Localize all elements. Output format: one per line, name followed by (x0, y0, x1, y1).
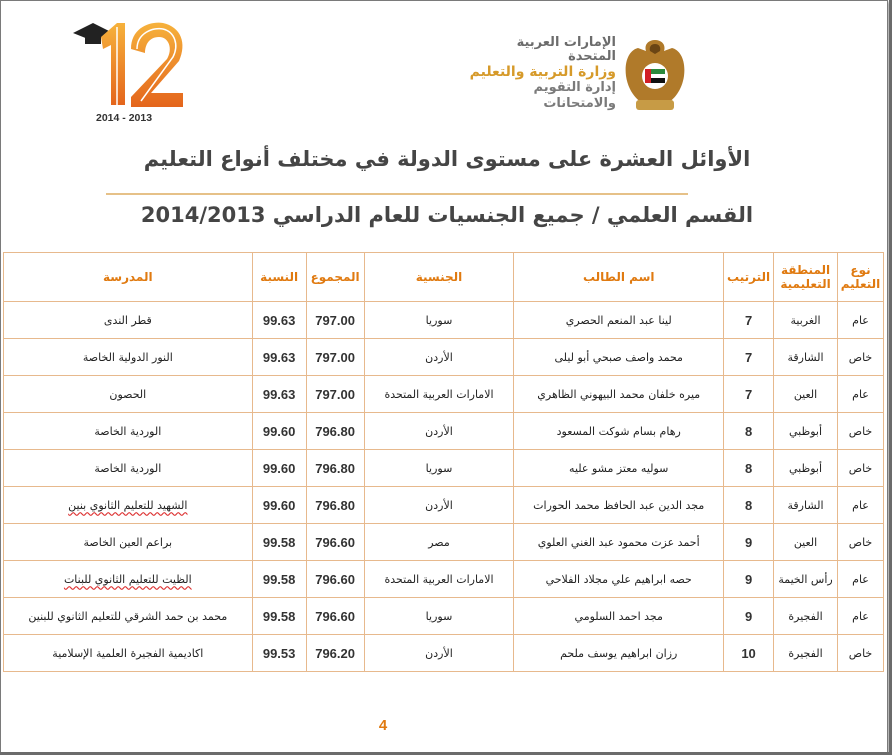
cell-nationality: سوريا (364, 598, 514, 635)
cell-type: خاص (838, 413, 884, 450)
cell-region: رأس الخيمة (774, 561, 838, 598)
cell-region: أبوظبي (774, 413, 838, 450)
cell-rank: 8 (724, 487, 774, 524)
cell-percent: 99.63 (252, 376, 306, 413)
cell-school: الوردية الخاصة (4, 450, 253, 487)
table-row (4, 487, 884, 524)
table-row (4, 598, 884, 635)
cell-type: عام (838, 598, 884, 635)
ministry-line-country: الإمارات العربية المتحدة (516, 35, 616, 64)
cell-rank: 7 (724, 376, 774, 413)
cell-name: أحمد عزت محمود عبد الغني العلوي (514, 524, 724, 561)
cell-school: اكاديمية الفجيرة العلمية الإسلامية (4, 635, 253, 672)
header-region: المنطقة التعليمية (774, 253, 838, 302)
cell-total: 797.00 (306, 302, 364, 339)
cell-school-text: الشهيد للتعليم الثانوي بنين (68, 498, 188, 512)
academic-years-label: 2014 - 2013 (96, 112, 153, 124)
cell-nationality: الأردن (364, 635, 514, 672)
cell-rank: 9 (724, 524, 774, 561)
cell-type: خاص (838, 339, 884, 376)
cell-rank: 8 (724, 450, 774, 487)
header-school: المدرسة (4, 253, 253, 302)
table-row (4, 524, 884, 561)
cell-name: سوليه معتز مشو عليه (514, 450, 724, 487)
cell-type: عام (838, 487, 884, 524)
cell-school-text: الظيت للتعليم الثانوي للبنات (63, 572, 192, 586)
cell-total: 796.60 (306, 524, 364, 561)
cell-name: حصه ابراهيم علي مجلاد الفلاحي (514, 561, 724, 598)
header-nationality: الجنسية (364, 253, 514, 302)
uae-falcon-emblem-icon (622, 36, 688, 114)
cell-nationality: الأردن (364, 413, 514, 450)
cell-rank: 7 (724, 339, 774, 376)
ministry-line-name: وزارة التربية والتعليم (469, 64, 616, 80)
title-divider (106, 193, 688, 195)
ministry-line-department: إدارة التقويم والامتحانات (533, 80, 616, 111)
cell-nationality: الامارات العربية المتحدة (364, 376, 514, 413)
cell-school: قطر الندى (4, 302, 253, 339)
cell-type: خاص (838, 635, 884, 672)
cell-percent: 99.53 (252, 635, 306, 672)
cell-type: عام (838, 561, 884, 598)
cell-total: 796.60 (306, 598, 364, 635)
cell-nationality: مصر (364, 524, 514, 561)
header-rank: الترتيب (724, 253, 774, 302)
cell-percent: 99.60 (252, 413, 306, 450)
cell-total: 797.00 (306, 339, 364, 376)
cell-type: عام (838, 302, 884, 339)
header-total: المجموع (306, 253, 364, 302)
cell-name: رزان ابراهيم يوسف ملحم (514, 635, 724, 672)
header-percent: النسبة (252, 253, 306, 302)
cell-school (4, 487, 253, 524)
table-row (4, 376, 884, 413)
cell-region: الشارقة (774, 487, 838, 524)
cell-region: الغربية (774, 302, 838, 339)
table-row (4, 339, 884, 376)
cell-rank: 8 (724, 413, 774, 450)
cell-total: 796.60 (306, 561, 364, 598)
twelve-graduation-logo (71, 9, 191, 119)
table-row (4, 450, 884, 487)
page-subtitle: القسم العلمي / جميع الجنسيات للعام الدراسي 2014/2013 (140, 203, 754, 227)
page-number: 4 (378, 717, 388, 734)
header-student-name: اسم الطالب (514, 253, 724, 302)
cell-percent: 99.60 (252, 450, 306, 487)
ministry-name-block (466, 36, 616, 112)
cell-total: 796.80 (306, 413, 364, 450)
cell-name: محمد واصف صبحي أبو ليلى (514, 339, 724, 376)
cell-name: مجد احمد السلومي (514, 598, 724, 635)
cell-type: خاص (838, 450, 884, 487)
header-education-type: نوع التعليم (838, 253, 884, 302)
cell-nationality: سوريا (364, 450, 514, 487)
cell-name: رهام بسام شوكت المسعود (514, 413, 724, 450)
cell-region: الشارقة (774, 339, 838, 376)
cell-type: خاص (838, 524, 884, 561)
cell-school: الوردية الخاصة (4, 413, 253, 450)
cell-region: العين (774, 376, 838, 413)
table-header-row (4, 253, 884, 302)
cell-name: مجد الدين عبد الحافظ محمد الحورات (514, 487, 724, 524)
cell-percent: 99.58 (252, 561, 306, 598)
cell-percent: 99.63 (252, 339, 306, 376)
cell-nationality: الامارات العربية المتحدة (364, 561, 514, 598)
cell-rank: 9 (724, 598, 774, 635)
cell-school: الحصون (4, 376, 253, 413)
table-row (4, 302, 884, 339)
cell-school: براعم العين الخاصة (4, 524, 253, 561)
cell-name: ميره خلفان محمد البيهوني الظاهري (514, 376, 724, 413)
cell-school: محمد بن حمد الشرقي للتعليم الثانوي للبنين (4, 598, 253, 635)
top-students-table (3, 252, 884, 672)
cell-name: لينا عبد المنعم الحصري (514, 302, 724, 339)
cell-percent: 99.58 (252, 524, 306, 561)
cell-region: أبوظبي (774, 450, 838, 487)
cell-percent: 99.63 (252, 302, 306, 339)
cell-region: العين (774, 524, 838, 561)
table-row (4, 635, 884, 672)
cell-nationality: الأردن (364, 339, 514, 376)
cell-total: 796.20 (306, 635, 364, 672)
cell-nationality: الأردن (364, 487, 514, 524)
cell-total: 797.00 (306, 376, 364, 413)
cell-school (4, 561, 253, 598)
cell-region: الفجيرة (774, 635, 838, 672)
cell-percent: 99.58 (252, 598, 306, 635)
cell-total: 796.80 (306, 450, 364, 487)
cell-rank: 7 (724, 302, 774, 339)
cell-rank: 9 (724, 561, 774, 598)
cell-rank: 10 (724, 635, 774, 672)
page-title: الأوائل العشرة على مستوى الدولة في مختلف أنواع التعليم (143, 147, 751, 171)
cell-school: النور الدولية الخاصة (4, 339, 253, 376)
table-row (4, 413, 884, 450)
table-row (4, 561, 884, 598)
cell-type: عام (838, 376, 884, 413)
ministry-logo (469, 35, 688, 114)
cell-nationality: سوريا (364, 302, 514, 339)
cell-total: 796.80 (306, 487, 364, 524)
cell-region: الفجيرة (774, 598, 838, 635)
cell-percent: 99.60 (252, 487, 306, 524)
